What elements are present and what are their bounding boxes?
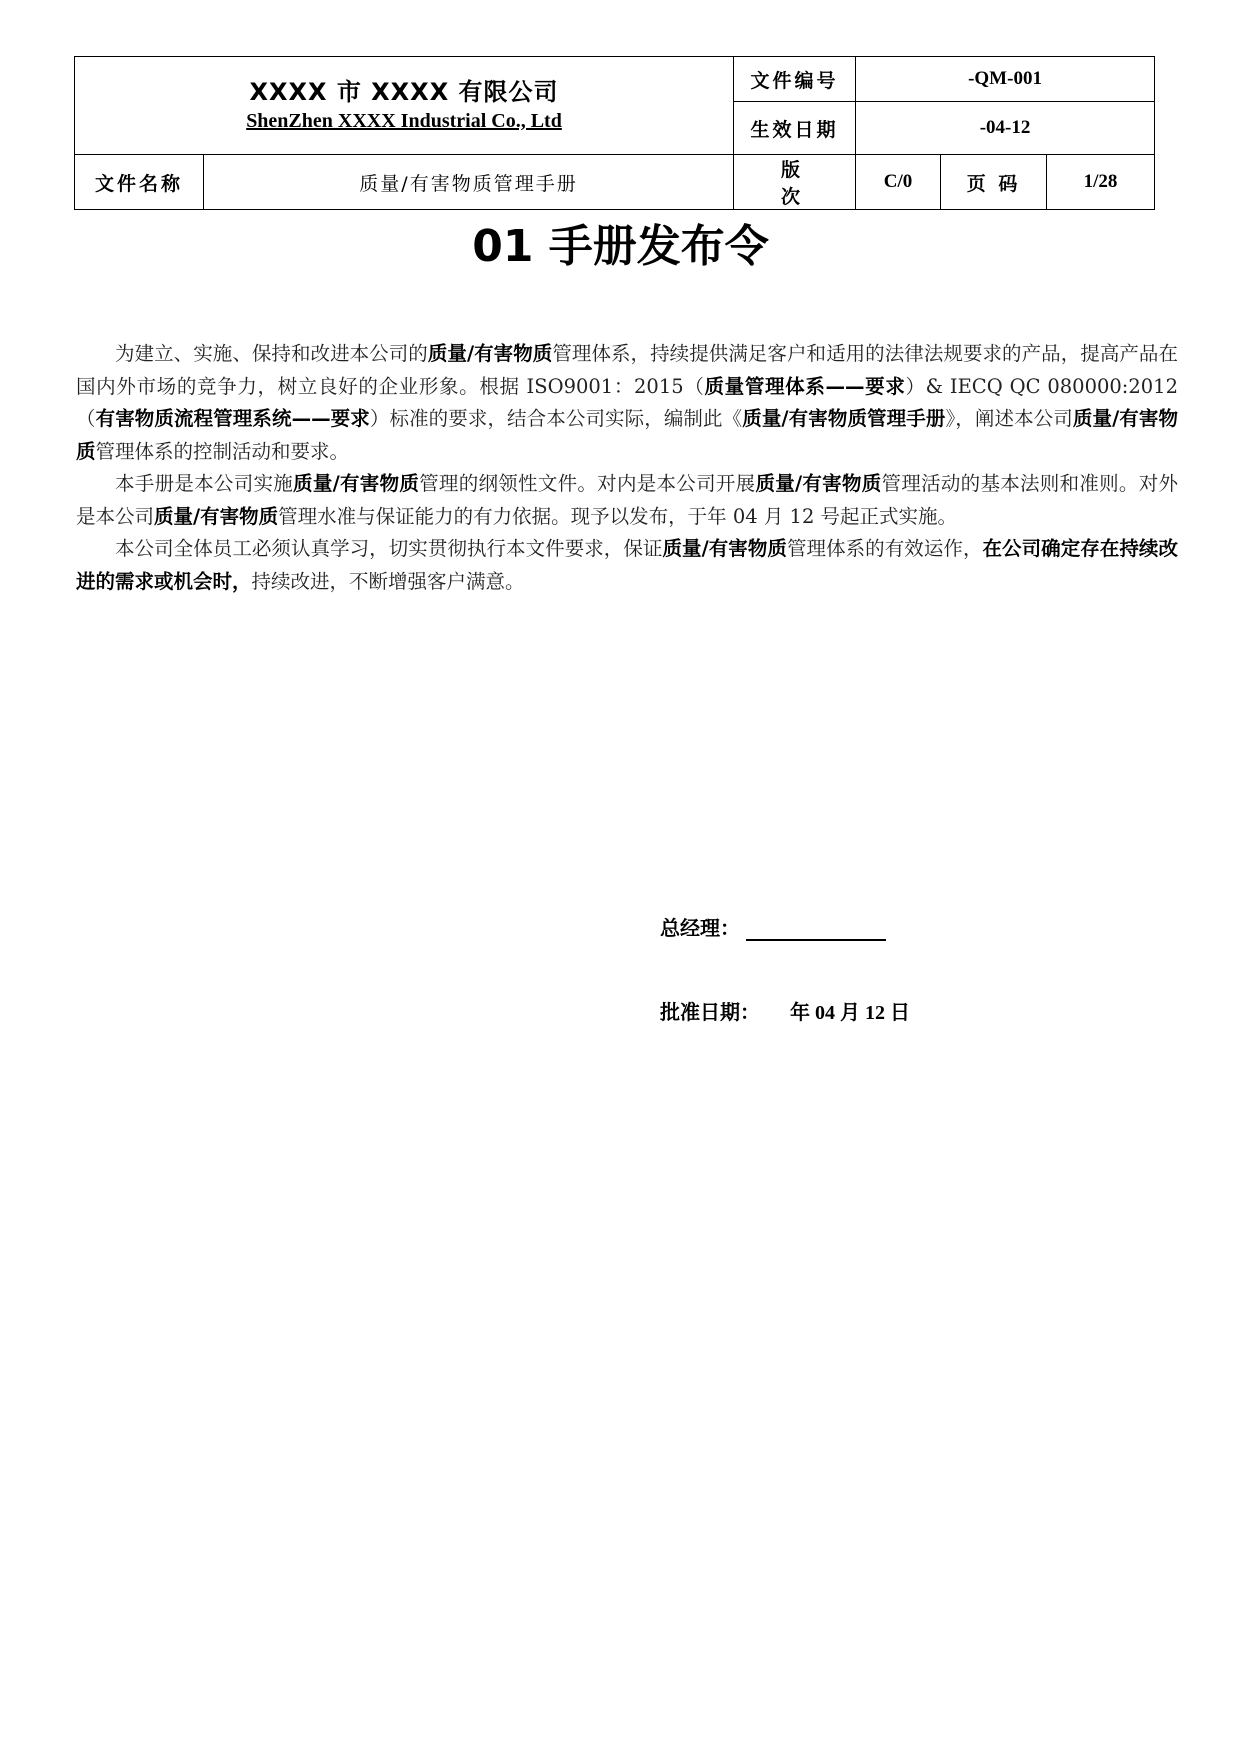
bold-text-segment: 质量/有害物质管理手册 xyxy=(742,407,946,430)
approval-date-value: 年 04 月 12 日 xyxy=(790,1002,910,1024)
page-value: 1/28 xyxy=(1047,155,1155,210)
release-order-body xyxy=(76,338,1178,598)
paragraph-2 xyxy=(76,468,1178,533)
text-segment: 管理体系的有效运作， xyxy=(786,537,983,560)
approval-date-label: 批准日期： xyxy=(660,1000,760,1024)
text-segment: 》，阐述本公司 xyxy=(945,407,1073,430)
text-segment: 本公司全体员工必须认真学习，切实贯彻执行本文件要求，保证 xyxy=(115,537,663,560)
paragraph-3 xyxy=(76,533,1178,598)
text-segment: 管理水准与保证能力的有力依据。现予以发布，于年 04 月 12 号起正式实施。 xyxy=(278,504,958,528)
approval-date-line xyxy=(660,996,910,1025)
effective-date-label: 生效日期 xyxy=(734,102,856,155)
bold-text-segment: 有害物质流程管理系统——要求 xyxy=(95,407,370,430)
page-title: 01 手册发布令 xyxy=(472,221,769,272)
company-name-cn: XXXX 市 XXXX 有限公司 xyxy=(249,78,559,106)
doc-number-value: -QM-001 xyxy=(856,57,1155,102)
company-name-cell xyxy=(75,57,734,155)
text-segment: ）标准的要求，结合本公司实际，编制此《 xyxy=(369,407,743,430)
version-label: 版 次 xyxy=(734,155,856,210)
bold-text-segment: 在公司确定存在持续改进的需求或机会时， xyxy=(76,537,1178,593)
bold-text-segment: 质量/有害物质 xyxy=(76,407,1178,463)
text-segment: 为建立、实施、保持和改进本公司的 xyxy=(115,342,428,365)
bold-text-segment: 质量/有害物质 xyxy=(154,504,279,528)
doc-name-value: 质量/有害物质管理手册 xyxy=(204,155,734,210)
doc-number-label: 文件编号 xyxy=(734,57,856,102)
bold-text-segment: 质量管理体系——要求 xyxy=(704,374,906,398)
text-segment: 管理的纲领性文件。对内是本公司开展 xyxy=(419,472,756,495)
doc-name-label: 文件名称 xyxy=(75,155,204,210)
paragraph-1 xyxy=(76,338,1178,468)
page-label: 页 码 xyxy=(941,155,1047,210)
effective-date-value: -04-12 xyxy=(856,102,1155,155)
bold-text-segment: 质量/有害物质 xyxy=(662,537,787,560)
text-segment: ）& IECQ QC 080000:2012（ xyxy=(76,374,1178,430)
text-segment: 本手册是本公司实施 xyxy=(115,472,294,495)
version-value: C/0 xyxy=(856,155,941,210)
text-segment: 管理活动的基本法则和准则。对外是本公司 xyxy=(76,472,1178,528)
text-segment: 持续改进，不断增强客户满意。 xyxy=(251,569,525,593)
bold-text-segment: 质量/有害物质 xyxy=(427,342,553,365)
bold-text-segment: 质量/有害物质 xyxy=(755,472,882,495)
document-header-table xyxy=(74,56,1155,210)
company-name-en: ShenZhen XXXX Industrial Co., Ltd xyxy=(246,110,562,132)
signature-blank xyxy=(746,919,886,941)
manager-label: 总经理： xyxy=(660,916,740,940)
manager-signature-line xyxy=(660,912,886,941)
bold-text-segment: 质量/有害物质 xyxy=(293,472,420,495)
text-segment: 管理体系，持续提供满足客户和适用的法律法规要求的产品，提高产品在国内外市场的竞争力，树立良好的企业形象。根据 ISO9001：2015（ xyxy=(76,342,1178,398)
text-segment: 管理体系的控制活动和要求。 xyxy=(95,439,350,463)
